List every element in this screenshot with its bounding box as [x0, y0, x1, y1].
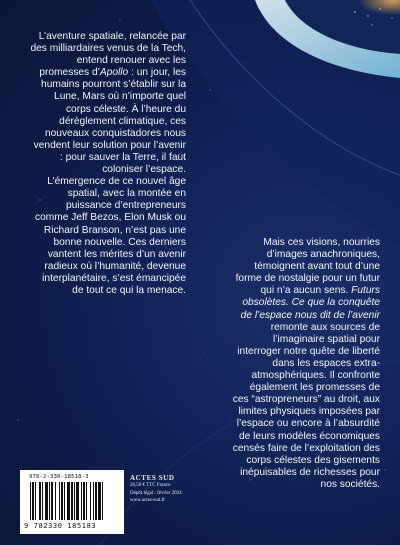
publisher-url: www.actes-sud.fr	[130, 498, 165, 503]
publisher-info	[130, 474, 220, 505]
price: 26,50 € TTC France	[130, 483, 171, 488]
right-paragraph	[232, 237, 380, 491]
right-book-title-italic: Futurs obsolètes. Ce que la conquête de l’espace nous dit de l’avenir	[240, 285, 380, 321]
publisher-name: ACTES SUD	[130, 474, 175, 482]
left-blurb	[30, 31, 186, 297]
right-text-a: Mais ces visions, nourries d’images anachroniques, témoignent avant tout d’une forme de nostalgie pour un futur qui n’a aucun sens.	[235, 237, 380, 297]
isbn-barcode	[20, 470, 124, 534]
left-paragraph-2: L’émergence de ce nouvel âge spatial, avec la montée en puissance d’entrepreneurs comme Jeff Bezos, Elon Musk ou Richard Branson, n’est pas une bonne nouvelle. Ces derniers vantent les mérites d’un avenir radieux où l’humanité, devenue interplanétaire, s’est émancipée de tout ce qui la menace.	[35, 176, 186, 296]
left-p1-italic: Apollo	[99, 67, 129, 79]
left-paragraph-1	[30, 31, 186, 176]
right-blurb	[232, 237, 380, 491]
left-p1-text-b: : un jour, les humains pourront s’établir sur la Lune, Mars où n’importe quel corps céleste. À l’heure du dérèglement climatique, ces nouveaux conquistadores nous vendent leur solution pour l’avenir : pour sauver la Terre, il faut coloniser l’espace.	[33, 67, 186, 176]
isbn-digits: 9 782330 185183	[24, 522, 97, 530]
barcode-bars	[30, 482, 116, 520]
right-text-b: remonte aux sources de l’imaginaire spatial pour interroger notre quête de liberté dans les espaces extra-atmosphériques. Il confronte également les promesses de ces “astropreneurs” au droit, aux limites physiques imposées par l’espace ou encore à l’absurdité de leurs modèles économiques censés faire de l’exploitation des corps célestes des gisements inépuisables de richesses pour nos sociétés.	[232, 321, 380, 490]
legal-deposit: Dépôt légal : février 2024	[130, 490, 182, 496]
isbn-label: 978-2-330-18518-3	[29, 474, 89, 480]
left-p1-text-a: L’aventure spatiale, relancée par des milliardaires venus de la Tech, entend renouer avec les promesses d’	[30, 31, 186, 79]
